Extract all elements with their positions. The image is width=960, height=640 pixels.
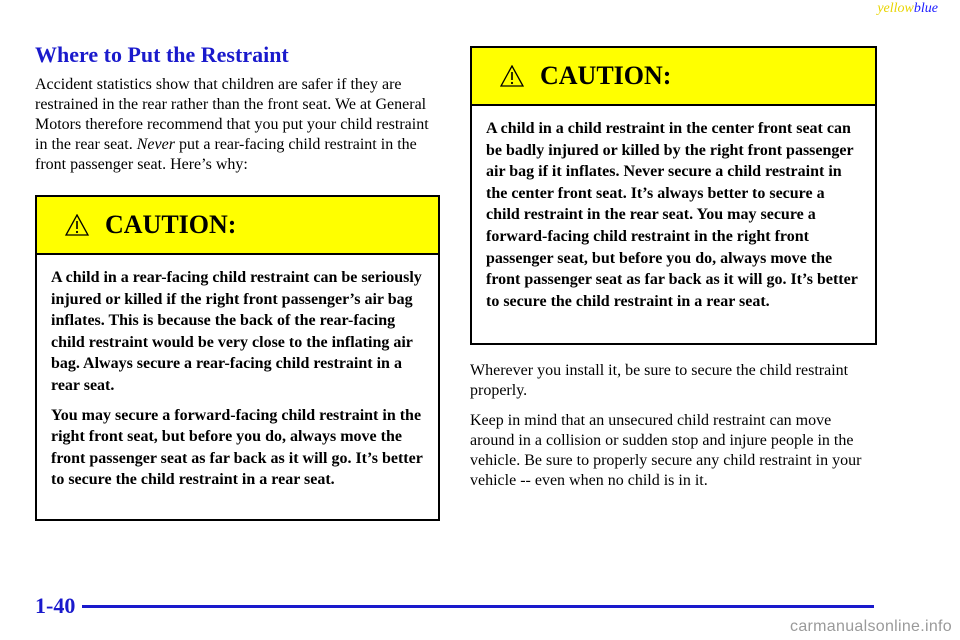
- intro-emphasis: Never: [136, 136, 175, 153]
- warning-triangle-icon: [500, 65, 524, 87]
- caution-body: [472, 106, 875, 326]
- caution-title: CAUTION:: [105, 210, 237, 239]
- caution-header: [472, 48, 875, 106]
- caution-paragraph: You may secure a forward-facing child restraint in the right front seat, but before you do, always move the front passenger seat as far back as it will go. It’s better to secure the child restraint in a rear seat.: [51, 406, 423, 489]
- body-paragraph: Wherever you install it, be sure to secure the child restraint properly.: [470, 362, 849, 399]
- print-mark-yellow: yellow: [877, 1, 914, 16]
- caution-body: [37, 255, 438, 505]
- caution-box-rear-facing: [35, 195, 440, 521]
- print-mark-blue: blue: [913, 1, 938, 16]
- caution-title: CAUTION:: [540, 61, 672, 90]
- right-column: [470, 46, 877, 501]
- caution-header: [37, 197, 438, 255]
- intro-text-1: Accident statistics show that children are safer if they are restrained in the rear rather than the front seat. We at General Motors therefore recommend that you put your child restraint in the rear seat.: [35, 76, 429, 153]
- left-column: [35, 75, 440, 521]
- section-title: Where to Put the Restraint: [35, 42, 289, 67]
- caution-paragraph: A child in a child restraint in the center front seat can be badly injured or killed by the right front passenger air bag if it inflates. Never secure a child restraint in the center front seat. It’s always better to secure a child restraint in the rear seat. You may secure a forward-facing child restraint in the right front passenger seat, but before you do, always move the front passenger seat as far back as it will go. It’s better to secure the child restraint in a rear seat.: [486, 120, 858, 310]
- print-color-marks: [877, 1, 938, 17]
- watermark: carmanualsonline.info: [790, 618, 952, 635]
- page-number: 1-40: [35, 593, 76, 618]
- intro-paragraph: [35, 75, 440, 175]
- caution-box-center-seat: [470, 46, 877, 345]
- footer-rule: [82, 605, 874, 608]
- warning-triangle-icon: [65, 214, 89, 236]
- body-paragraph: Keep in mind that an unsecured child restraint can move around in a collision or sudden stop and injure people in the vehicle. Be sure to properly secure any child restraint in your vehicle -- even when no child is in it.: [470, 412, 862, 489]
- intro-text-2: put a rear-facing child restraint in the front passenger seat. Here’s why:: [35, 136, 417, 173]
- caution-paragraph: A child in a rear-facing child restraint can be seriously injured or killed if the right front passenger’s air bag inflates. This is because the back of the rear-facing child restraint would be very close to the inflating air bag. Always secure a rear-facing child restraint in a rear seat.: [51, 269, 422, 394]
- right-paragraphs: [470, 361, 877, 491]
